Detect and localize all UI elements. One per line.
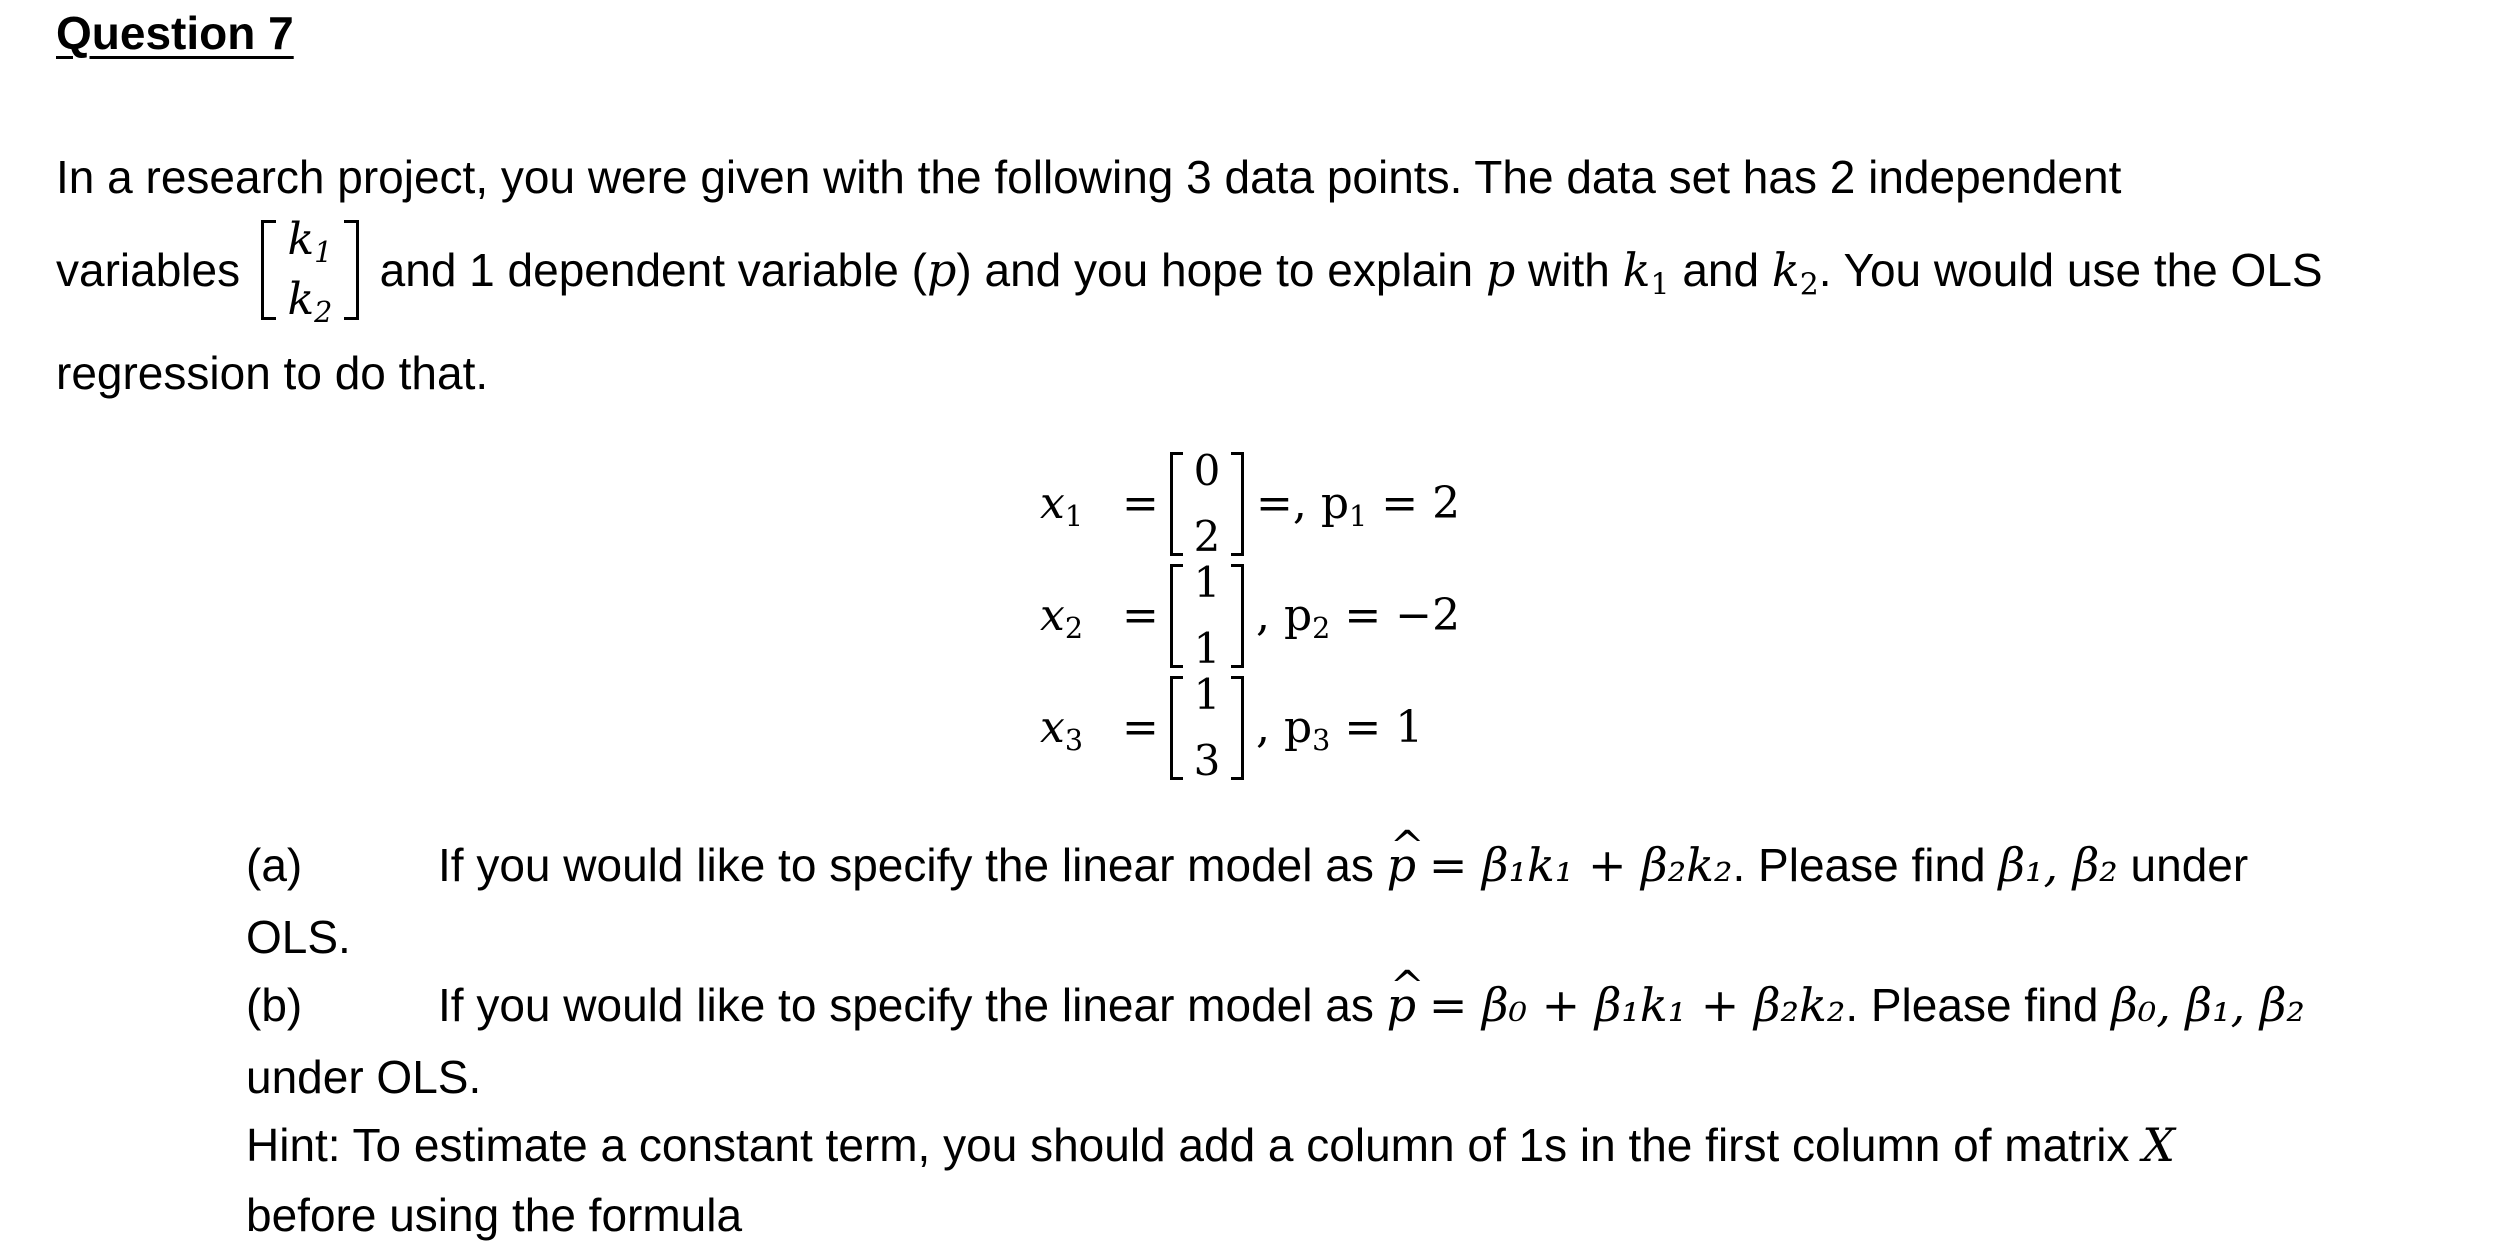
intro-line-3 (56, 347, 489, 399)
part-b-line (438, 978, 2305, 1032)
x3-vec-top: 1 (1193, 670, 1221, 719)
x1-sub: 1 (1064, 499, 1084, 533)
hint-matrix-x: X (2142, 1118, 2176, 1172)
x3-sub: 3 (1064, 723, 1084, 757)
vector-top-sub: 1 (314, 235, 333, 269)
x3-vec-bot: 3 (1193, 736, 1221, 785)
x1-vector (1166, 448, 1248, 560)
x2-label: x (1040, 590, 1065, 641)
part-a-line (438, 838, 2249, 892)
intro-line-2 (56, 214, 2323, 330)
x1-vec-bot: 2 (1193, 512, 1221, 561)
intro-and-word: and (1682, 244, 1760, 297)
p1-sub: 1 (1349, 499, 1368, 533)
p2-label: p (1284, 590, 1313, 641)
x3-label: x (1040, 702, 1065, 753)
part-a-model: = β₁k₁ + β₂k₂ (1428, 838, 1733, 892)
intro-line-3-text: regression to do that. (56, 347, 489, 399)
p1-label: p (1320, 478, 1350, 529)
var-k2-sub: 2 (1799, 267, 1819, 303)
vector-bot-sub: 2 (314, 295, 333, 329)
part-a-text: If you would like to specify the linear model as (438, 839, 1374, 891)
vector-top-k: k (287, 214, 315, 265)
x1-label: x (1040, 478, 1065, 529)
hint-line-1 (246, 1118, 2176, 1172)
part-b-label: (b) (246, 979, 303, 1031)
var-k1-sub: 1 (1650, 267, 1670, 303)
p3-value: = 1 (1344, 702, 1424, 753)
question-heading: Question 7 (56, 7, 294, 59)
x2-vec-top: 1 (1193, 558, 1221, 607)
p3-sub: 3 (1312, 723, 1331, 757)
var-k1: k (1622, 243, 1651, 298)
part-a-label: (a) (246, 839, 303, 891)
part-b-model: = β₀ + β₁k₁ + β₂k₂ (1428, 978, 1846, 1032)
x1-sep: =, (1256, 478, 1307, 529)
hint-text: Hint: To estimate a constant term, you should add a column of 1s in the first column of matrix (246, 1119, 2130, 1171)
p2-sub: 2 (1312, 611, 1331, 645)
p2-value: = −2 (1344, 590, 1461, 641)
intro-variables-word: variables (56, 244, 241, 297)
part-a-tail: under (2130, 839, 2249, 891)
x2-vec-bot: 1 (1193, 624, 1221, 673)
x1-vec-top: 0 (1193, 446, 1221, 495)
var-p-inline-2: p (1485, 243, 1516, 298)
var-k2: k (1771, 243, 1800, 298)
p3-label: p (1284, 702, 1313, 753)
intro-ols-text: . You would use the OLS (1818, 244, 2323, 297)
variables-vector (257, 214, 363, 329)
part-b-cont: under OLS. (246, 1051, 482, 1103)
part-b-text: If you would like to specify the linear model as (438, 979, 1374, 1031)
hint-line-2: before using the formula (246, 1189, 743, 1241)
intro-dependent-text: and 1 dependent variable ( (379, 244, 927, 297)
intro-explain-text: ) and you hope to explain (956, 244, 1474, 297)
intro-line-1-text: In a research project, you were given with the following 3 data points. The data set has 2 independent (56, 151, 2122, 203)
question-page: Question 7 In a research project, you were given with the following 3 data points. The data set has 2 independent variables $k_1$ $k_2$ and 1 dependent variable (p) and you hope to explain p with $k_1$ and $k_2$. You would use the OLS regression to do that. $x_1$ = 0 2 =, $p_1 = 2$ $x_2$ = 1 1 , $p_2 = -2$ $x_3$ = 1 3 , $p_3 = 1$ (a) If you would like to specify the linear model as ^ p = β₁k₁ + β₂k₂. Please find β₁, β₂ under OLS. (b) If you would like to specify the linear model as ^ p = β₀ + β₁k₁ + β₂k₂. Please find β₀, β₁, β₂ under OLS. Hint: To estimate a constant term, you should add a column of 1s in the first column of matrix X before using the formula (0, 0, 2506, 1250)
intro-with-word: with (1528, 244, 1610, 297)
x2-sub: 2 (1064, 611, 1084, 645)
part-a-p-hat: ^ p (1387, 842, 1416, 888)
var-p-inline: p (926, 243, 957, 298)
intro-line-1 (56, 151, 2122, 203)
part-a-find: β₁, β₂ (1998, 838, 2118, 892)
part-b-suffix: . Please find (1845, 979, 2099, 1031)
part-a-cont: OLS. (246, 911, 351, 963)
vector-bot-k: k (287, 274, 315, 325)
x2-sep: , (1256, 590, 1270, 641)
part-a-suffix: . Please find (1732, 839, 1986, 891)
part-b-find: β₀, β₁, β₂ (2111, 978, 2305, 1032)
x3-vector (1166, 672, 1248, 784)
part-b-p-hat: ^ p (1387, 982, 1416, 1028)
p1-value: = 2 (1381, 478, 1461, 529)
x2-vector (1166, 560, 1248, 672)
x3-sep: , (1256, 702, 1270, 753)
